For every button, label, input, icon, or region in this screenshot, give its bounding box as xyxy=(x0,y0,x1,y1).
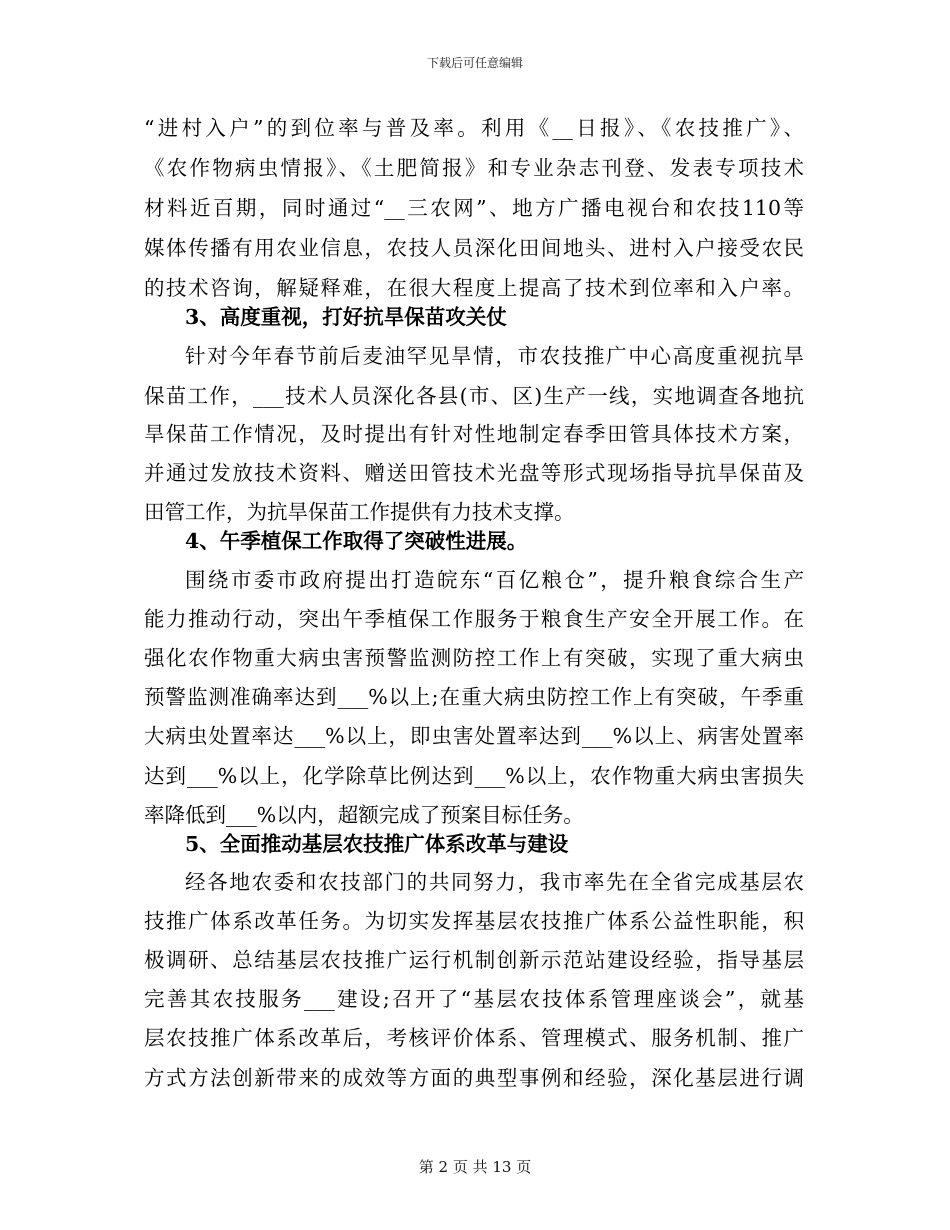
paragraph-line: 技推广体系改革任务。为切实发挥基层农技推广体系公益性职能，积 xyxy=(144,909,804,933)
paragraph-line: 层农技推广体系改革后，考核评价体系、管理模式、服务机制、推广 xyxy=(144,1026,804,1050)
paragraph-line: 率降低到___%以内，超额完成了预案目标任务。 xyxy=(144,803,584,827)
paragraph-line: 完善其农技服务___建设;召开了“基层农技体系管理座谈会”，就基 xyxy=(144,987,804,1011)
section-heading: 4、午季植保工作取得了突破性进展。 xyxy=(185,529,528,553)
paragraph-line: 的技术咨询，解疑释难，在很大程度上提高了技术到位率和入户率。 xyxy=(144,276,804,300)
paragraph-line: 能力推动行动，突出午季植保工作服务于粮食生产安全开展工作。在 xyxy=(144,607,804,631)
paragraph-line: 保苗工作，___技术人员深化各县(市、区)生产一线，实地调查各地抗 xyxy=(144,384,804,408)
paragraph-line: 强化农作物重大病虫害预警监测防控工作上有突破，实现了重大病虫 xyxy=(144,646,804,670)
section-heading: 3、高度重视，打好抗旱保苗攻关仗 xyxy=(185,305,507,329)
paragraph-line: 极调研、总结基层农技推广运行机制创新示范站建设经验，指导基层 xyxy=(144,948,804,972)
paragraph-line: 方式方法创新带来的成效等方面的典型事例和经验，深化基层进行调 xyxy=(144,1066,804,1090)
page-footer: 第 2 页 共 13 页 xyxy=(418,1158,532,1176)
section-heading: 5、全面推动基层农技推广体系改革与建设 xyxy=(185,832,569,856)
paragraph-line: 围绕市委市政府提出打造皖东“百亿粮仓”，提升粮食综合生产 xyxy=(185,568,804,592)
paragraph-line: 旱保苗工作情况，及时提出有针对性地制定春季田管具体技术方案， xyxy=(144,422,804,446)
paragraph-line: 田管工作，为抗旱保苗工作提供有力技术支撑。 xyxy=(144,500,575,524)
page-header: 下载后可任意编辑 xyxy=(426,56,523,70)
paragraph-line: 预警监测准确率达到___%以上;在重大病虫防控工作上有突破，午季重 xyxy=(144,685,804,709)
paragraph-line: 《农作物病虫情报》、《土肥简报》和专业杂志刊登、发表专项技术 xyxy=(144,156,804,180)
paragraph-line: 大病虫处置率达___%以上，即虫害处置率达到___%以上、病害处置率 xyxy=(144,724,804,748)
paragraph-line: 并通过发放技术资料、赠送田管技术光盘等形式现场指导抗旱保苗及 xyxy=(144,461,804,485)
paragraph-line: 针对今年春节前后麦油罕见旱情，市农技推广中心高度重视抗旱 xyxy=(185,344,804,368)
paragraph-line: 达到___%以上，化学除草比例达到___%以上，农作物重大病虫害损失 xyxy=(144,764,804,788)
paragraph-line: “进村入户”的到位率与普及率。利用《__日报》、《农技推广》、 xyxy=(144,116,804,140)
paragraph-line: 媒体传播有用农业信息，农技人员深化田间地头、进村入户接受农民 xyxy=(144,236,804,260)
paragraph-line: 经各地农委和农技部门的共同努力，我市率先在全省完成基层农 xyxy=(185,870,804,894)
paragraph-line: 材料近百期，同时通过“__三农网”、地方广播电视台和农技110等 xyxy=(144,196,804,220)
